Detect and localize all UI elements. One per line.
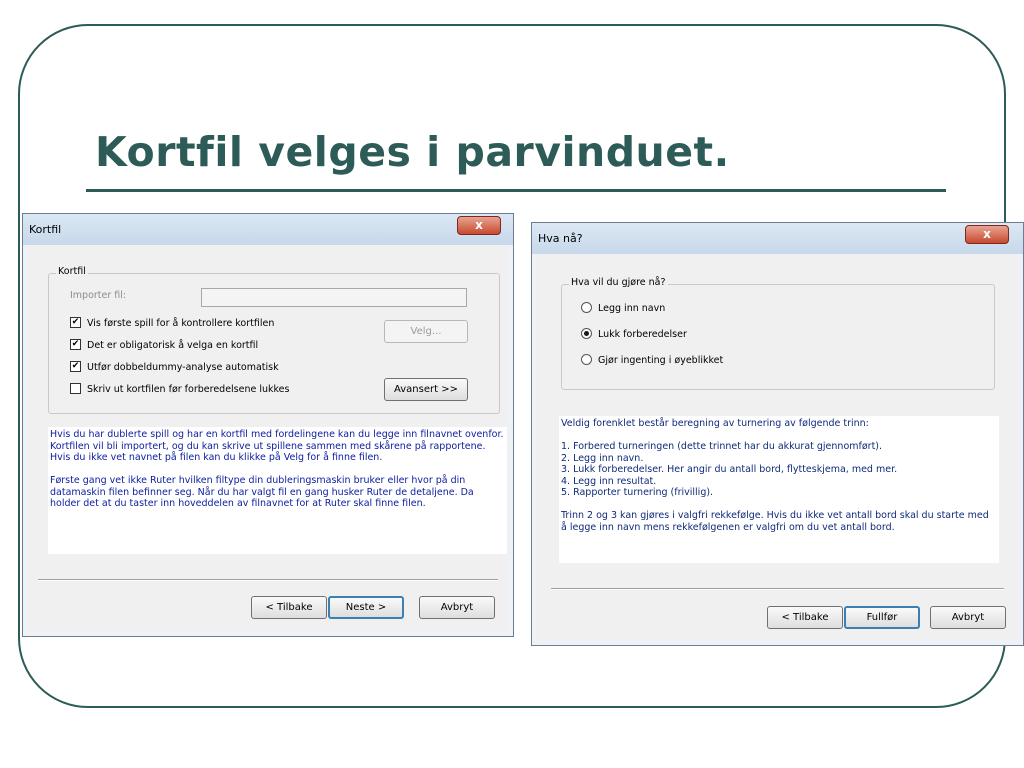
kortfil-info-text: Hvis du har dublerte spill og har en kortfil med fordelingene kan du legge inn filnavnet ovenfor. Kortfilen vil bli importert, og du kan skrive ut spillene sammen med skårene på rapportene. Hvis du ikke vet navnet på filen kan du klikke på Velg for å finne filen. Første gang vet ikke Ruter hvilken filtype din dubleringsmaskin bruker eller hvor på din datamaskin filen befinner seg. Når du har valgt fil en gang husker Ruter de detaljene. Da holder det at du taster inn hoveddelen av filnavnet for at Ruter skal finne filen. <box>50 429 504 509</box>
close-icon: x <box>475 218 483 232</box>
option-print-cardfile[interactable] <box>70 384 289 395</box>
kortfil-titlebar[interactable] <box>23 214 513 245</box>
kortfil-close-button[interactable] <box>457 216 501 235</box>
close-icon: x <box>983 227 991 241</box>
option-label: Det er obligatorisk å velga en kortfil <box>87 340 259 351</box>
hva-na-info-text: Veldig forenklet består beregning av turnering av følgende trinn: 1. Forbered turneringen (dette trinnet har du akkurat gjennomført). 2. Legg inn navn. 3. Lukk forberedelser. Her angir du antall bord, flytteskjema, med mer. 4. Legg inn resultat. 5. Rapporter turnering (frivillig). Trinn 2 og 3 kan gjøres i valgfri rekkefølge. Hvis du ikke vet antall bord skal du starte med å legge inn navn mens rekkefølgenen er valgfri om du vet antall bord. <box>561 418 989 533</box>
import-file-input[interactable] <box>201 288 467 307</box>
kortfil-separator <box>38 579 498 581</box>
hva-na-separator <box>551 588 1004 590</box>
option-do-nothing[interactable] <box>581 355 723 366</box>
option-label: Gjør ingenting i øyeblikket <box>598 355 724 366</box>
option-label: Skriv ut kortfilen før forberedelsene lukkes <box>87 384 290 395</box>
option-close-preparations[interactable] <box>581 329 687 340</box>
hva-na-client-area <box>537 254 1018 640</box>
advanced-button[interactable]: Avansert >> <box>384 378 468 401</box>
checkbox-mandatory-cardfile[interactable]: ✔ <box>71 339 80 349</box>
option-label: Legg inn navn <box>598 303 666 314</box>
hva-na-titlebar[interactable] <box>532 223 1023 254</box>
cancel-button[interactable]: Avbryt <box>930 606 1006 629</box>
kortfil-client-area <box>28 245 508 631</box>
hva-na-dialog <box>531 222 1024 646</box>
kortfil-dialog <box>22 213 514 637</box>
option-double-dummy[interactable] <box>70 362 279 373</box>
option-enter-names[interactable] <box>581 303 665 314</box>
option-label: Vis første spill for å kontrollere kortfilen <box>87 318 275 329</box>
option-label: Utfør dobbeldummy-analyse automatisk <box>87 362 279 373</box>
next-button[interactable]: Neste > <box>328 596 404 619</box>
back-button[interactable]: < Tilbake <box>767 606 843 629</box>
option-mandatory-cardfile[interactable] <box>70 340 258 351</box>
kortfil-dialog-title: Kortfil <box>29 223 62 236</box>
radio-do-nothing[interactable] <box>581 354 592 365</box>
kortfil-info-panel <box>48 427 507 554</box>
checkbox-print-cardfile[interactable] <box>70 383 81 394</box>
hva-na-groupbox <box>561 277 995 390</box>
hva-na-dialog-title: Hva nå? <box>538 232 583 245</box>
hva-na-info-panel <box>559 416 999 563</box>
option-show-first-deal[interactable] <box>70 318 274 329</box>
select-file-button[interactable]: Velg... <box>384 320 468 343</box>
option-label: Lukk forberedelser <box>598 329 687 340</box>
back-button[interactable]: < Tilbake <box>251 596 327 619</box>
hva-na-close-button[interactable] <box>965 225 1009 244</box>
kortfil-groupbox <box>48 266 500 414</box>
kortfil-group-label: Kortfil <box>58 266 86 277</box>
checkbox-show-first-deal[interactable]: ✔ <box>71 317 80 327</box>
hva-na-group-label: Hva vil du gjøre nå? <box>571 277 666 288</box>
radio-enter-names[interactable] <box>581 302 592 313</box>
checkbox-double-dummy[interactable]: ✔ <box>71 361 80 371</box>
title-underline <box>86 189 946 192</box>
finish-button[interactable]: Fullfør <box>844 606 920 629</box>
import-file-label: Importer fil: <box>70 290 127 301</box>
radio-close-preparations[interactable] <box>581 328 592 339</box>
cancel-button[interactable]: Avbryt <box>419 596 495 619</box>
slide-title: Kortfil velges i parvinduet. <box>95 128 730 176</box>
